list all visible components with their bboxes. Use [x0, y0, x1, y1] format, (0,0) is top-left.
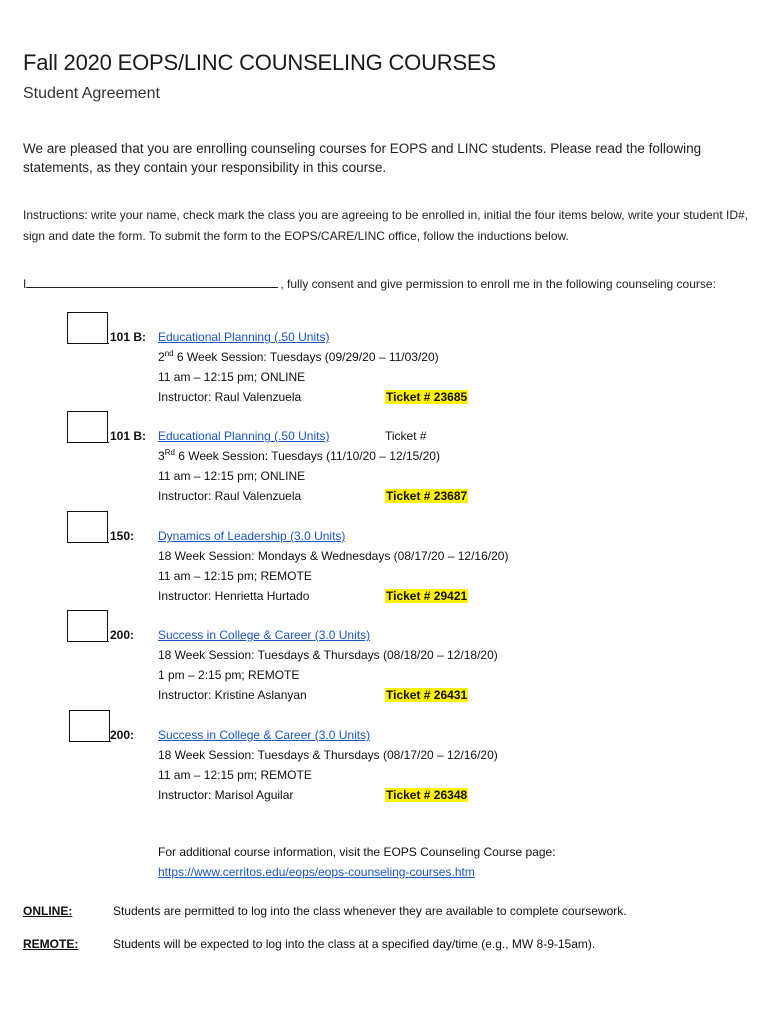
course-session: 18 Week Session: Tuesdays & Thursdays (08/18/20 – 12/18/20) [158, 648, 498, 662]
course-block [0, 610, 770, 702]
more-info-text: For additional course information, visit the EOPS Counseling Course page: [158, 845, 556, 859]
course-time: 11 am – 12:15 pm; REMOTE [158, 569, 312, 583]
course-instructor: Instructor: Raul Valenzuela [158, 489, 302, 503]
course-block [0, 511, 770, 603]
name-field[interactable] [26, 275, 278, 288]
consent-prefix: I [23, 277, 27, 291]
course-session: 2nd 6 Week Session: Tuesdays (09/29/20 – 11/03/20) [158, 349, 439, 364]
course-code: 200: [110, 728, 135, 742]
definition-term-online: ONLINE: [23, 904, 73, 918]
course-checkbox[interactable] [67, 411, 108, 442]
page-title: Fall 2020 EOPS/LINC COUNSELING COURSES [23, 50, 496, 75]
definition-desc-remote: Students will be expected to log into the class at a specified day/time (e.g., MW 8-9-15am). [113, 937, 596, 951]
course-instructor: Instructor: Henrietta Hurtado [158, 589, 310, 603]
consent-line [23, 275, 716, 291]
ticket-number: Ticket # 26431 [386, 688, 468, 702]
ticket-label: Ticket # [385, 429, 427, 443]
definition-term-remote: REMOTE: [23, 937, 79, 951]
course-code: 200: [110, 628, 135, 642]
course-title-link[interactable]: Educational Planning (.50 Units) [158, 429, 330, 443]
ticket-number: Ticket # 29421 [386, 589, 468, 603]
course-title-link[interactable]: Dynamics of Leadership (3.0 Units) [158, 529, 346, 543]
course-time: 11 am – 12:15 pm; ONLINE [158, 469, 306, 483]
ticket-number: Ticket # 23685 [386, 390, 468, 404]
course-title-link[interactable]: Educational Planning (.50 Units) [158, 330, 330, 344]
course-code: 150: [110, 529, 135, 543]
ticket-number: Ticket # 26348 [386, 788, 468, 802]
course-time: 11 am – 12:15 pm; ONLINE [158, 370, 306, 384]
instructions-paragraph: Instructions: write your name, check mark the class you are agreeing to be enrolled in, initial the four items below, write your student ID#, sign and date the form. To submit the form to the EOPS/CARE/LINC office, follow the inductions below. [23, 208, 749, 243]
course-session: 18 Week Session: Tuesdays & Thursdays (08/17/20 – 12/16/20) [158, 748, 498, 762]
course-time: 1 pm – 2:15 pm; REMOTE [158, 668, 300, 682]
course-checkbox[interactable] [67, 312, 108, 343]
course-code: 101 B: [110, 429, 147, 443]
course-checkbox[interactable] [67, 511, 108, 542]
course-instructor: Instructor: Raul Valenzuela [158, 390, 302, 404]
course-code: 101 B: [110, 330, 147, 344]
course-block [0, 411, 770, 503]
course-session: 18 Week Session: Mondays & Wednesdays (08/17/20 – 12/16/20) [158, 549, 509, 563]
definition-desc-online: Students are permitted to log into the class whenever they are available to complete coursework. [113, 904, 627, 918]
course-instructor: Instructor: Kristine Aslanyan [158, 688, 307, 702]
page-subtitle: Student Agreement [23, 85, 160, 102]
course-block [0, 312, 770, 404]
more-info-link[interactable]: https://www.cerritos.edu/eops/eops-counseling-courses.htm [158, 865, 475, 879]
course-instructor: Instructor: Marisol Aguilar [158, 788, 294, 802]
course-checkbox[interactable] [67, 610, 108, 641]
course-checkbox[interactable] [69, 710, 110, 741]
ticket-number: Ticket # 23687 [386, 489, 468, 503]
course-title-link[interactable]: Success in College & Career (3.0 Units) [158, 728, 371, 742]
consent-text: , fully consent and give permission to enroll me in the following counseling course: [280, 277, 716, 291]
course-time: 11 am – 12:15 pm; REMOTE [158, 768, 312, 782]
intro-paragraph: We are pleased that you are enrolling counseling courses for EOPS and LINC students. Please read the following statements, as they contain your responsibility in this course. [23, 141, 702, 175]
course-title-link[interactable]: Success in College & Career (3.0 Units) [158, 628, 371, 642]
course-session: 3Rd 6 Week Session: Tuesdays (11/10/20 – 12/15/20) [158, 448, 440, 463]
course-block [0, 710, 770, 802]
